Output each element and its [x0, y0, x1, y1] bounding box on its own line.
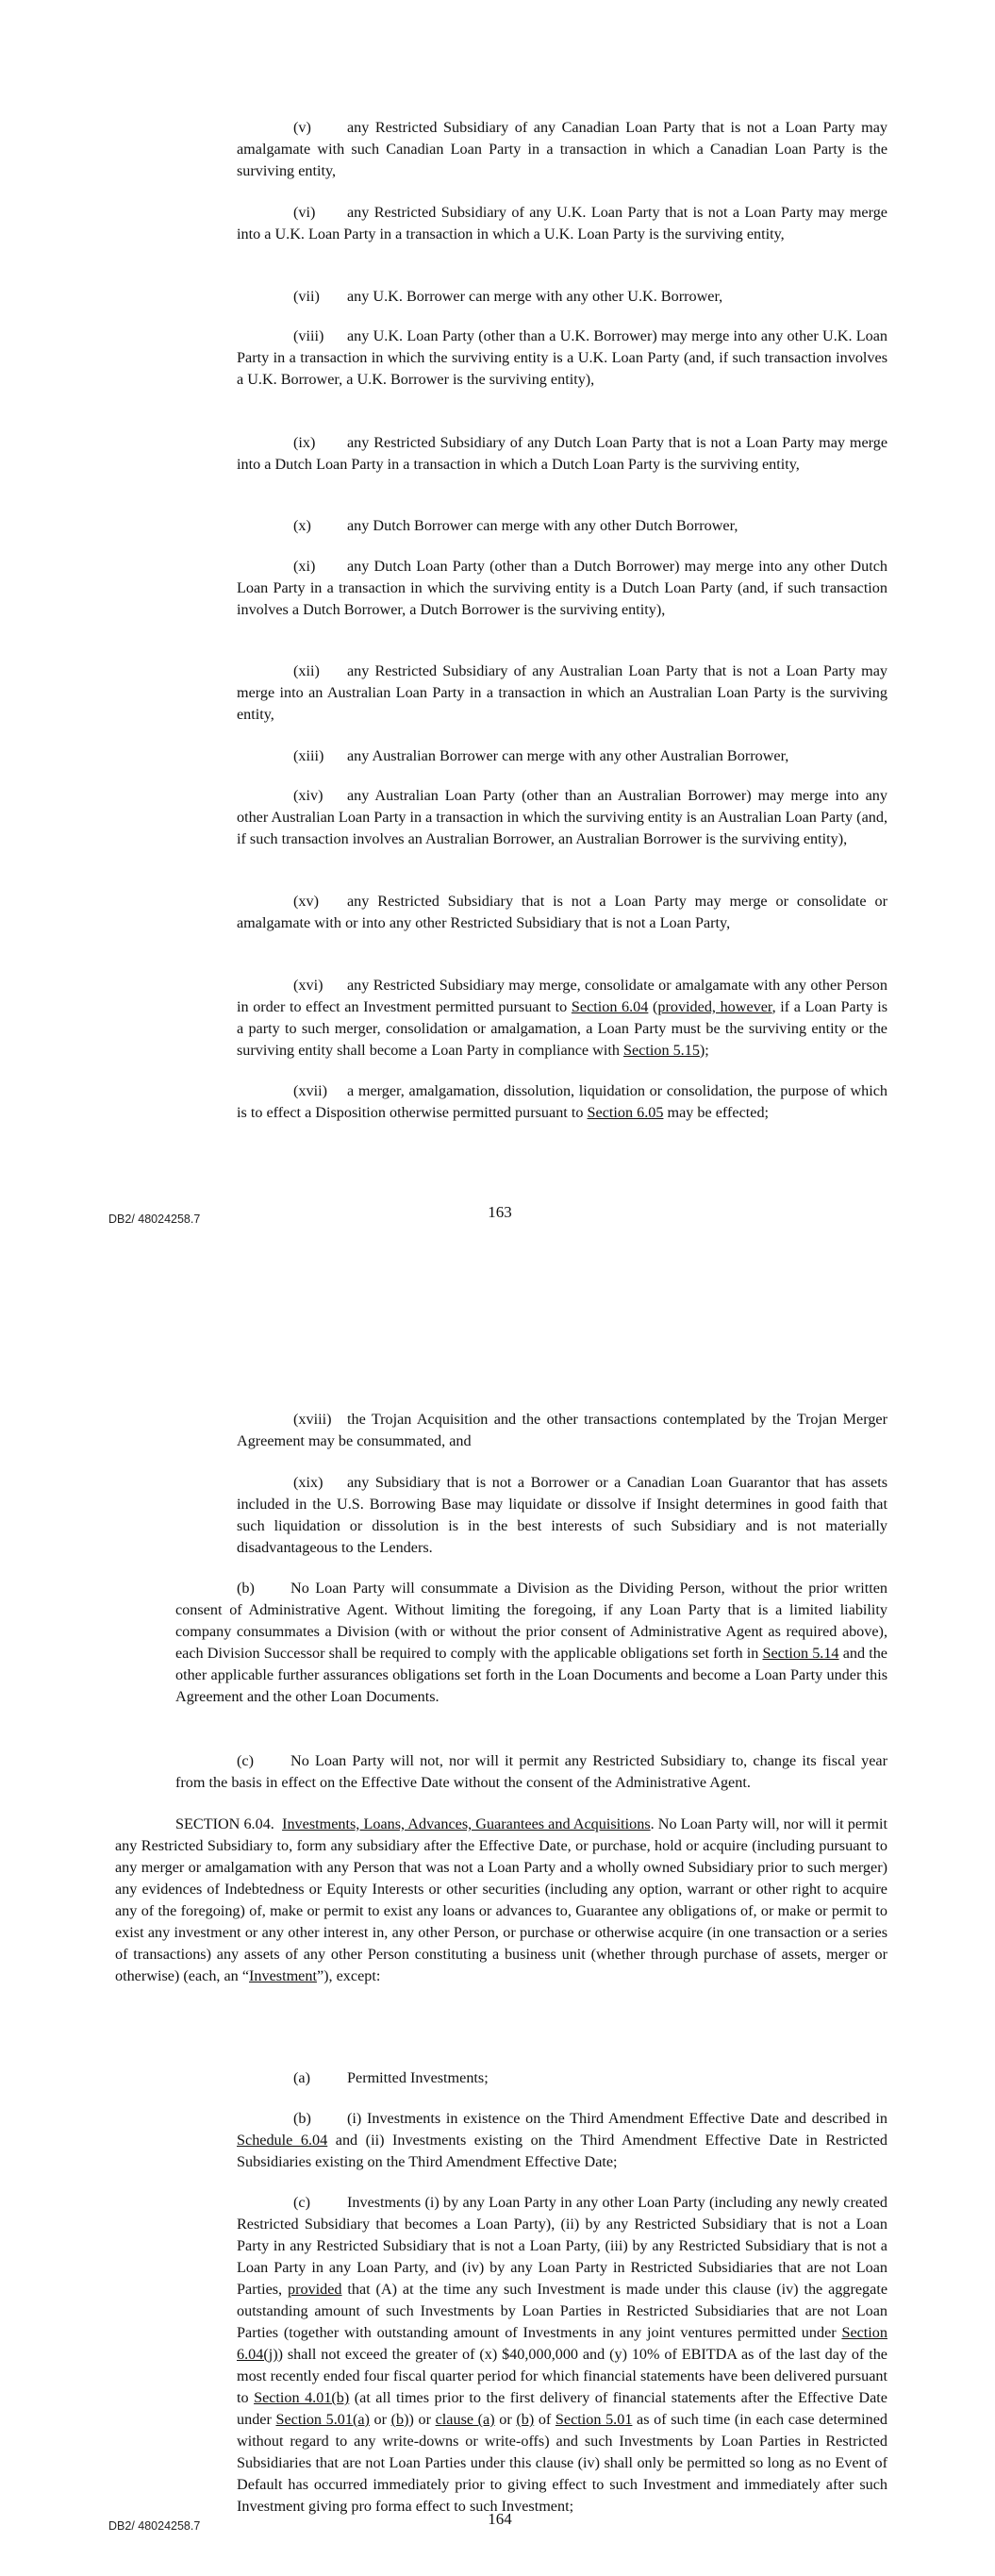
clause-text: any Restricted Subsidiary that is not a Loan Party may merge or consolidate or amalgamate with or into any other Restricted Subsidiary that is not a Loan Party,	[237, 893, 887, 931]
cross-reference-link[interactable]: (b)	[516, 2411, 535, 2428]
clause-text: any Restricted Subsidiary of any Dutch Loan Party that is not a Loan Party may merge into a Dutch Loan Party in a transaction in which a Dutch Loan Party is the surviving entity,	[237, 434, 887, 473]
document-page-164	[0, 1288, 995, 2576]
clause-label: (a)	[293, 2069, 310, 2086]
clause-xi	[237, 556, 887, 621]
cross-reference-link[interactable]: Section 5.14	[762, 1645, 839, 1662]
clause-xiv	[237, 785, 887, 850]
paragraph-b: (b) No Loan Party will consummate a Division as the Dividing Person, without the prior written consent of Administrative Agent. Without limiting the foregoing, if any Loan Party that is a limited liability company consummates a Division (with or without the prior consent of Administrative Agent as required above), each Division Successor shall be required to comply with the applicable obligations set forth in Section 5.14 and the other applicable further assurances obligations set forth in the Loan Documents and become a Loan Party under this Agreement and the other Loan Documents.	[175, 1580, 887, 1705]
clause-text: any Australian Borrower can merge with any other Australian Borrower,	[347, 747, 789, 764]
clause-label: (c)	[293, 2194, 310, 2211]
clause-label: (xi)	[293, 558, 316, 575]
clause-text: any U.K. Borrower can merge with any other U.K. Borrower,	[347, 288, 723, 305]
clause-text: any Restricted Subsidiary of any U.K. Loan Party that is not a Loan Party may merge into a U.K. Loan Party in a transaction in which a U.K. Loan Party is the surviving entity,	[237, 204, 887, 243]
cross-reference-link[interactable]: Section 6.05	[587, 1104, 664, 1121]
document-id: DB2/ 48024258.7	[108, 2519, 201, 2533]
clause-v	[237, 117, 887, 182]
section-number: SECTION 6.04.	[175, 1815, 274, 1832]
clause-text: the Trojan Acquisition and the other transactions contemplated by the Trojan Merger Agreement may be consummated, and	[237, 1411, 887, 1449]
clause-label: (vii)	[293, 288, 320, 305]
paragraph-label: (c)	[237, 1752, 254, 1769]
clause-text: Permitted Investments;	[347, 2069, 489, 2086]
clause-xiii	[237, 745, 887, 767]
clause-label: (xviii)	[293, 1411, 332, 1428]
clause-text: any Restricted Subsidiary of any Australian Loan Party that is not a Loan Party may merge into an Australian Loan Party in a transaction in which an Australian Loan Party is the surviving entity,	[237, 662, 887, 723]
clause-xix	[237, 1472, 887, 1559]
clause-text: any U.K. Loan Party (other than a U.K. Borrower) may merge into any other U.K. Loan Party in a transaction in which the surviving entity is a U.K. Loan Party (and, if such transaction involves a U.K. Borrower, a U.K. Borrower is the surviving entity),	[237, 327, 887, 388]
clause-text: any Dutch Borrower can merge with any other Dutch Borrower,	[347, 517, 738, 534]
cross-reference-link[interactable]: Section 5.15	[622, 1042, 700, 1059]
clause-x	[237, 515, 887, 537]
clause-text: any Dutch Loan Party (other than a Dutch Borrower) may merge into any other Dutch Loan Party in a transaction in which the surviving entity is a Dutch Loan Party (and, if such transaction involves a Dutch Borrower, a Dutch Borrower is the surviving entity),	[237, 558, 887, 618]
page-number: 163	[488, 1203, 512, 1221]
cross-reference-link[interactable]: Section 6.04(j)	[237, 2324, 887, 2363]
cross-reference-link[interactable]: Section 5.01	[555, 2411, 633, 2428]
cross-reference-link[interactable]: (b)	[390, 2411, 409, 2428]
defined-term: provided, however	[657, 998, 772, 1015]
clause-ix	[237, 432, 887, 476]
section-6-04: SECTION 6.04. Investments, Loans, Advances, Guarantees and Acquisitions. No Loan Party will, nor will it permit any Restricted Subsidiary to, form any subsidiary after the Effective Date, or purchase, hold or acquire (including pursuant to any merger or amalgamation with any Person that was not a Loan Party and a wholly owned Subsidiary prior to such merger) any evidences of Indebtedness or Equity Interests or other securities (including any option, warrant or other right to acquire any of the foregoing) of, make or permit to exist any loans or advances to, Guarantee any obligations of, or make or permit to exist any investment or any other interest in, any other Person, or purchase or otherwise acquire (in one transaction or a series of transactions) any assets of any other Person constituting a business unit (whether through purchase of assets, merger or otherwise) (each, an “Investment”), except:	[115, 1815, 888, 1984]
clause-vii	[237, 286, 887, 308]
clause-xv	[237, 891, 887, 934]
clause-xviii	[237, 1409, 887, 1452]
clause-label: (viii)	[293, 327, 324, 344]
defined-term: provided	[287, 2281, 342, 2298]
defined-term: Investment	[249, 1967, 317, 1984]
clause-label: (xvi)	[293, 977, 323, 994]
cross-reference-link[interactable]: Section 6.04	[571, 998, 649, 1015]
clause-label: (xii)	[293, 662, 320, 679]
clause-text: any Australian Loan Party (other than an Australian Borrower) may merge into any other Australian Loan Party in a transaction in which the surviving entity is an Australian Loan Party (and, if such transaction involves an Australian Borrower, an Australian Borrower is the surviving entity),	[237, 787, 887, 847]
clause-xvii: (xvii) a merger, amalgamation, dissolution, liquidation or consolidation, the purpose of which is to effect a Disposition otherwise permitted pursuant to Section 6.05 may be effected;	[237, 1082, 887, 1121]
clause-label: (vi)	[293, 204, 316, 221]
paragraph-label: (b)	[237, 1580, 255, 1597]
document-id: DB2/ 48024258.7	[108, 1213, 201, 1226]
clause-label: (xvii)	[293, 1082, 327, 1099]
clause-label: (v)	[293, 119, 311, 136]
clause-label: (b)	[293, 2110, 311, 2127]
section-heading: Investments, Loans, Advances, Guarantees and Acquisitions	[282, 1815, 651, 1832]
clause-label: (xiv)	[293, 787, 323, 804]
clause-b: (b) (i) Investments in existence on the Third Amendment Effective Date and described in Schedule 6.04 and (ii) Investments existing on the Third Amendment Effective Date in Restricted Subsidiaries existing on the Third Amendment Effective Date;	[237, 2110, 887, 2170]
paragraph-c	[175, 1750, 887, 1794]
cross-reference-link[interactable]: Schedule 6.04	[237, 2132, 328, 2149]
clause-label: (xix)	[293, 1474, 323, 1491]
clause-label: (xv)	[293, 893, 319, 910]
cross-reference-link[interactable]: clause (a)	[435, 2411, 495, 2428]
clause-viii	[237, 326, 887, 391]
clause-a	[237, 2067, 887, 2089]
clause-text: any Restricted Subsidiary of any Canadian Loan Party that is not a Loan Party may amalgamate with such Canadian Loan Party in a transaction in which a Canadian Loan Party is the surviving entity,	[237, 119, 887, 179]
cross-reference-link[interactable]: Section 4.01(b)	[254, 2389, 350, 2406]
page-number: 164	[488, 2510, 512, 2528]
clause-c: (c) Investments (i) by any Loan Party in any other Loan Party (including any newly created Restricted Subsidiary that becomes a Loan Party), (ii) by any Restricted Subsidiary that is not a Loan Party in any Restricted Subsidiary that is not a Loan Party, (iii) by any Restricted Subsidiary that is not a Loan Party in any Loan Party, and (iv) by any Loan Party in Restricted Subsidiaries that are not Loan Parties, provided that (A) at the time any such Investment is made under this clause (iv) the aggregate outstanding amount of such Investments by Loan Parties in Restricted Subsidiaries that are not Loan Parties (together with outstanding amount of Investments in any joint ventures permitted under Section 6.04(j)) shall not exceed the greater of (x) $40,000,000 and (y) 10% of EBITDA as of the last day of the most recently ended four fiscal quarter period for which financial statements have been delivered pursuant to Section 4.01(b) (at all times prior to the first delivery of financial statements after the Effective Date under Section 5.01(a) or (b)) or clause (a) or (b) of Section 5.01 as of such time (in each case determined without regard to any write-downs or write-offs) and such Investments by Loan Parties in Restricted Subsidiaries that are not Loan Parties under this clause (iv) shall only be permitted so long as no Event of Default has occurred immediately prior to giving effect to such Investment and immediately after such Investment giving pro forma effect to such Investment;	[237, 2194, 887, 2515]
clause-xii	[237, 661, 887, 726]
clause-text: any Subsidiary that is not a Borrower or a Canadian Loan Guarantor that has assets included in the U.S. Borrowing Base may liquidate or dissolve if Insight determines in good faith that such liquidation or dissolution is in the best interests of such Subsidiary and is not materially disadvantageous to the Lenders.	[237, 1474, 887, 1556]
paragraph-text: No Loan Party will not, nor will it permit any Restricted Subsidiary to, change its fiscal year from the basis in effect on the Effective Date without the consent of the Administrative Agent.	[175, 1752, 887, 1791]
cross-reference-link[interactable]: Section 5.01(a)	[275, 2411, 370, 2428]
clause-vi	[237, 202, 887, 245]
clause-label: (xiii)	[293, 747, 324, 764]
clause-label: (ix)	[293, 434, 316, 451]
clause-label: (x)	[293, 517, 311, 534]
clause-xvi: (xvi) any Restricted Subsidiary may merge, consolidate or amalgamate with any other Person in order to effect an Investment permitted pursuant to Section 6.04 (provided, however, if a Loan Party is a party to such merger, consolidation or amalgamation, a Loan Party must be the surviving entity or the surviving entity shall become a Loan Party in compliance with Section 5.15);	[237, 977, 888, 1059]
